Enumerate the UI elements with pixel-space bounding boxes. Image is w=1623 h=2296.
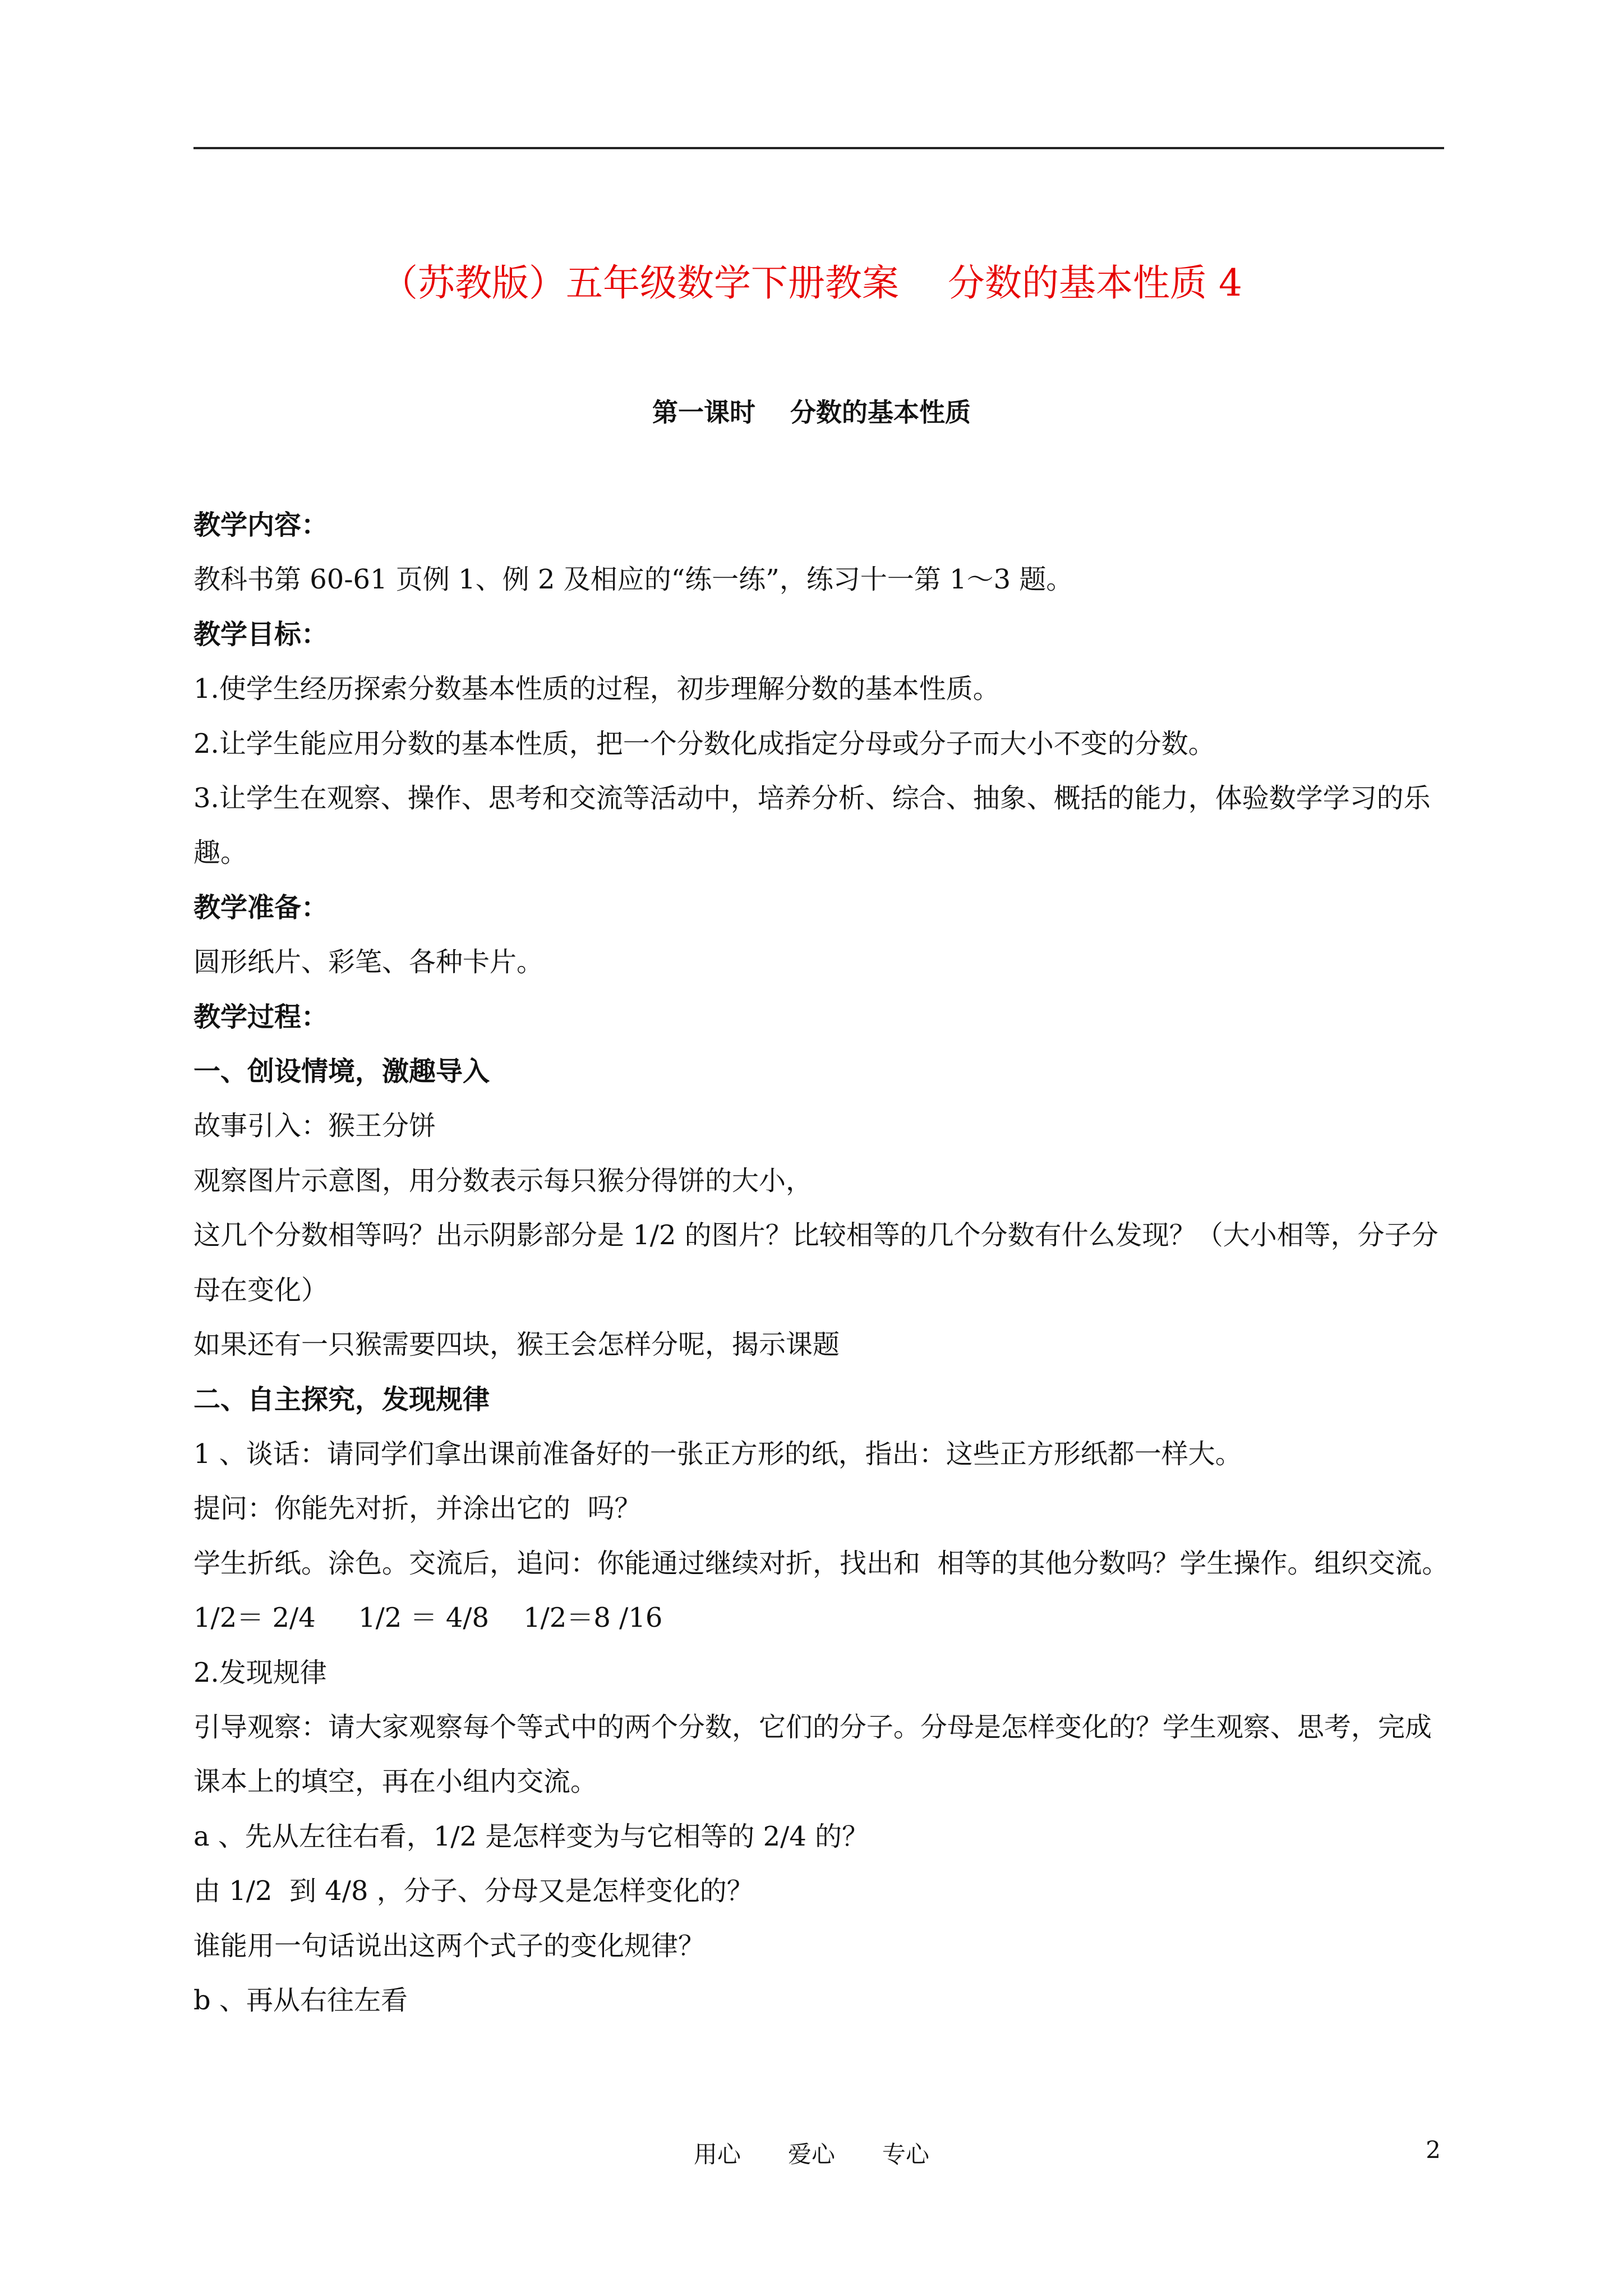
body-line: 提问：你能先对折，并涂出它的 吗？ — [193, 1493, 642, 1525]
body-line: 1 、谈话：请同学们拿出课前准备好的一张正方形的纸，指出：这些正方形纸都一样大。 — [193, 1438, 1242, 1470]
footer-motto: 用心 爱心 专心 — [693, 2141, 929, 2168]
body-line: 圆形纸片、彩笔、各种卡片。 — [193, 946, 544, 978]
body-line: 故事引入：猴王分饼 — [193, 1110, 436, 1142]
body-line: 1/2＝ 2/4 1/2 ＝ 4/8 1/2＝8 /16 — [193, 1602, 663, 1634]
body-line: 3.让学生在观察、操作、思考和交流等活动中，培养分析、综合、抽象、概括的能力，体验数学学习的乐趣。 — [193, 783, 1431, 869]
body-line: 引导观察：请大家观察每个等式中的两个分数，它们的分子。分母是怎样变化的？学生观察、思考，完成课本上的填空，再在小组内交流。 — [193, 1711, 1432, 1798]
body-line: 一、创设情境，激趣导入 — [193, 1056, 490, 1088]
body-line: a 、先从左往右看，1/2 是怎样变为与它相等的 2/4 的？ — [193, 1820, 869, 1852]
lesson-subtitle: 第一课时 分数的基本性质 — [652, 397, 971, 427]
body-line: 教科书第 60-61 页例 1、例 2 及相应的“练一练”，练习十一第 1～3 题。 — [193, 564, 1073, 596]
body-line: 观察图片示意图，用分数表示每只猴分得饼的大小， — [193, 1165, 813, 1197]
body-line: 学生折纸。涂色。交流后，追问：你能通过继续对折，找出和 相等的其他分数吗？学生操作。组织交流。 — [193, 1547, 1449, 1579]
page-footer — [0, 2136, 1623, 2175]
body-line: 教学内容： — [193, 509, 329, 541]
body-line: 1.使学生经历探索分数基本性质的过程，初步理解分数的基本性质。 — [193, 673, 1000, 705]
body-line: 教学过程： — [193, 1001, 329, 1033]
body-line: 2.发现规律 — [193, 1657, 327, 1688]
document-title: （苏教版）五年级数学下册教案 分数的基本性质 4 — [381, 261, 1242, 305]
body-line: 如果还有一只猴需要四块，猴王会怎样分呢，揭示课题 — [193, 1329, 840, 1361]
body-line: b 、再从右往左看 — [193, 1984, 408, 2016]
document-body — [193, 498, 1450, 2028]
body-line: 2.让学生能应用分数的基本性质，把一个分数化成指定分母或分子而大小不变的分数。 — [193, 728, 1215, 760]
body-line: 教学目标： — [193, 618, 329, 650]
body-line: 教学准备： — [193, 891, 329, 923]
page-number: 2 — [1426, 2136, 1441, 2164]
body-line: 二、自主探究，发现规律 — [193, 1383, 490, 1415]
header-rule — [193, 147, 1444, 149]
body-line: 由 1/2 到 4/8 ，分子、分母又是怎样变化的？ — [193, 1875, 754, 1907]
body-line: 谁能用一句话说出这两个式子的变化规律？ — [193, 1930, 706, 1962]
body-line: 这几个分数相等吗？出示阴影部分是 1/2 的图片？比较相等的几个分数有什么发现？（大小相等，分子分母在变化） — [193, 1220, 1438, 1306]
